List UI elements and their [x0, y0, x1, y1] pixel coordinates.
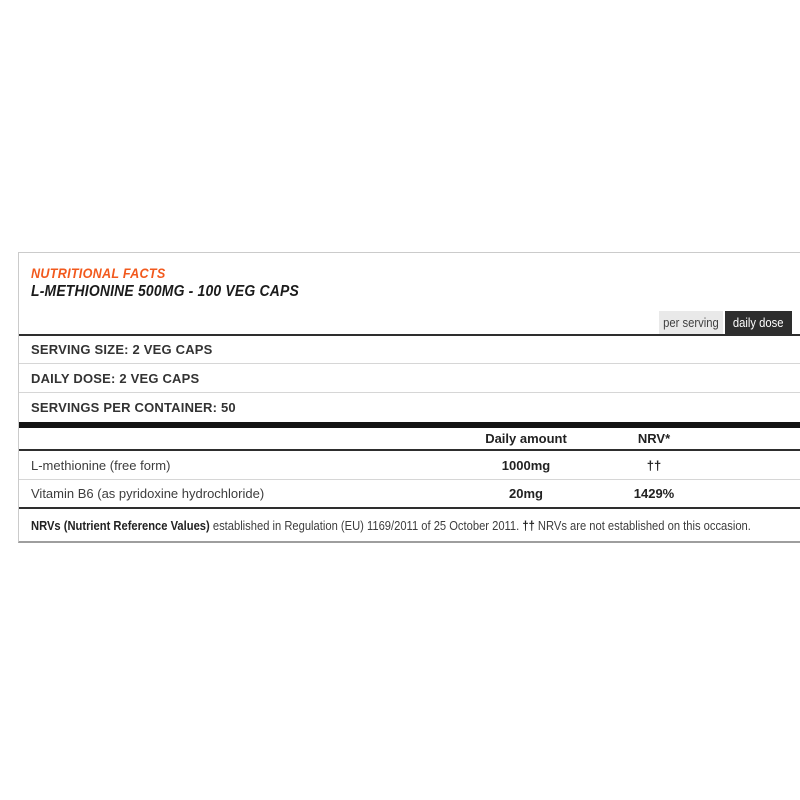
table-row	[19, 451, 800, 480]
nrv-column-header: NRV*	[637, 431, 671, 446]
daily-dose-tab-label: daily dose	[733, 315, 784, 330]
panel-title: NUTRITIONAL FACTS	[31, 265, 166, 281]
per-serving-tab-label: per serving	[663, 315, 719, 330]
panel-header	[19, 253, 800, 336]
per-serving-tab[interactable]	[659, 311, 723, 334]
nrv-footnote-bold-lead: NRVs (Nutrient Reference Values)	[31, 517, 210, 533]
table-header-row	[19, 428, 800, 451]
daily-amount-column-header: Daily amount	[485, 431, 567, 446]
servings-per-container-row	[19, 393, 800, 422]
serving-size-row	[19, 336, 800, 364]
nutrient-nrv: 1429%	[633, 486, 675, 501]
nutritional-facts-panel	[18, 252, 800, 543]
nrv-footnote-dagger-symbol: ††	[522, 517, 535, 533]
nrv-footnote-text	[31, 518, 751, 533]
nutrient-name: Vitamin B6 (as pyridoxine hydrochloride)	[31, 486, 265, 501]
nutrient-daily-amount: 1000mg	[501, 457, 551, 473]
dose-view-toggle	[659, 311, 792, 334]
nrv-footnote	[19, 509, 800, 541]
daily-dose-row	[19, 364, 800, 393]
table-row	[19, 480, 800, 509]
product-name: L-METHIONINE 500MG - 100 VEG CAPS	[31, 283, 299, 300]
daily-dose-tab[interactable]	[725, 311, 792, 334]
serving-size-text: SERVING SIZE: 2 VEG CAPS	[31, 342, 213, 357]
daily-dose-text: DAILY DOSE: 2 VEG CAPS	[31, 370, 200, 386]
nutrient-name: L-methionine (free form)	[31, 457, 171, 473]
nutrient-daily-amount: 20mg	[509, 486, 543, 501]
servings-per-container-text: SERVINGS PER CONTAINER: 50	[31, 400, 236, 415]
nutrient-nrv: ††	[646, 457, 662, 473]
nrv-footnote-not-established-text: NRVs are not established on this occasion.	[534, 517, 751, 533]
nrv-footnote-regulation-text: established in Regulation (EU) 1169/2011 of 25 October 2011.	[209, 517, 523, 533]
